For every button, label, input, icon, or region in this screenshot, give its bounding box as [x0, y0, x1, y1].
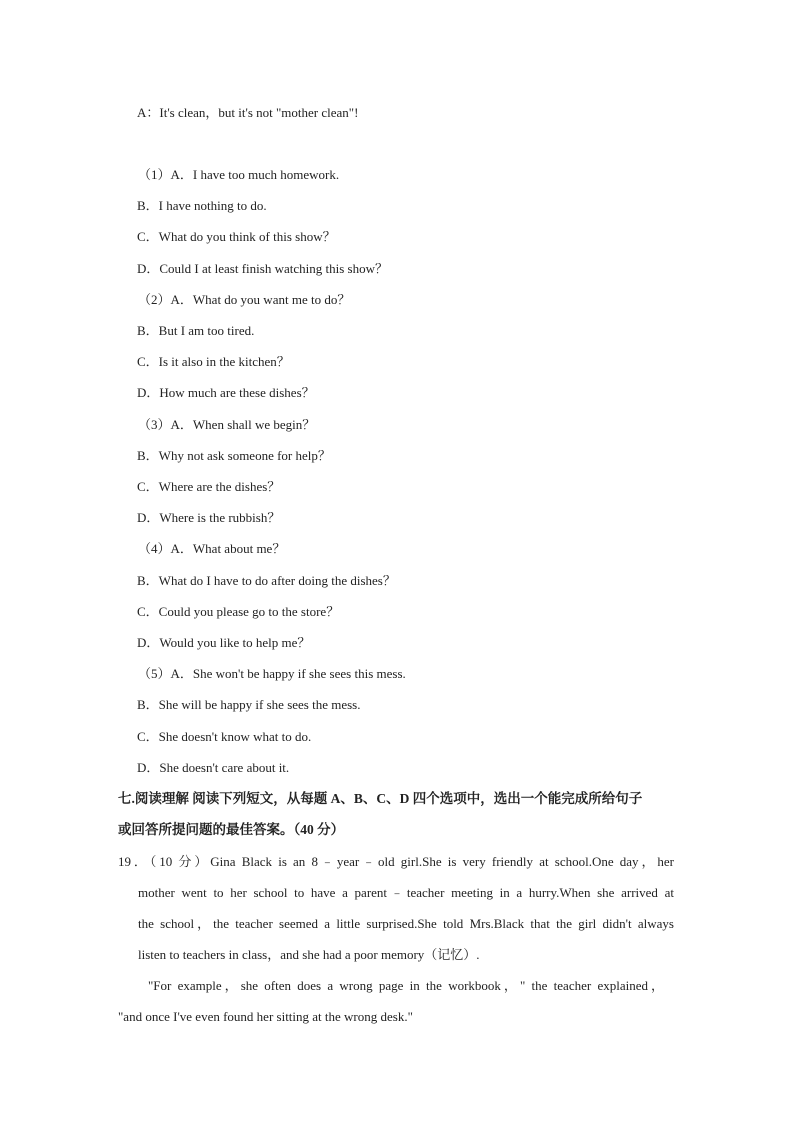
option-text: What about me？ — [192, 541, 286, 556]
option-letter: B． — [137, 573, 159, 588]
option-line — [138, 541, 285, 557]
option-line — [137, 510, 280, 526]
option-text: Where are the dishes？ — [158, 479, 281, 494]
option-text: Where is the rubbish？ — [159, 510, 281, 525]
question-number: （4） — [138, 541, 171, 556]
question-number: （2） — [138, 292, 171, 307]
option-line — [137, 354, 290, 370]
option-line — [138, 167, 339, 183]
option-text: When shall we begin？ — [192, 417, 316, 432]
passage-line-5: "For example，she often does a wrong page in the workbook，" the teacher explained， — [148, 978, 664, 993]
option-letter: A． — [170, 292, 193, 307]
option-line — [137, 323, 254, 339]
option-line — [137, 760, 289, 776]
section-heading-line-1: 七.阅读理解 阅读下列短文，从每题 A、B、C、D 四个选项中，选出一个能完成所给句子 — [118, 791, 643, 806]
passage-line-6: "and once I've even found her sitting at the wrong desk." — [118, 1009, 413, 1024]
option-letter: A． — [170, 541, 193, 556]
dialogue-line: A：It's clean，but it's not "mother clean"! — [137, 105, 359, 120]
option-letter: C． — [137, 229, 159, 244]
section-heading-line-2: 或回答所提问题的最佳答案。（40 分） — [118, 822, 345, 837]
option-letter: A． — [170, 417, 193, 432]
option-text: I have too much homework. — [192, 167, 340, 182]
option-letter: D． — [137, 261, 160, 276]
passage-line-4: listen to teachers in class，and she had a poor memory（记忆）. — [138, 947, 480, 962]
option-text: Could I at least finish watching this show？ — [159, 261, 388, 276]
option-letter: D． — [137, 760, 160, 775]
question-number: （3） — [138, 417, 171, 432]
option-line — [137, 573, 396, 589]
option-line — [137, 635, 310, 651]
option-letter: C． — [137, 354, 159, 369]
question-number: （5） — [138, 666, 171, 681]
option-line — [137, 261, 388, 277]
option-line — [138, 417, 315, 433]
option-line — [138, 666, 406, 682]
option-letter: C． — [137, 479, 159, 494]
option-text: But I am too tired. — [158, 323, 255, 338]
option-letter: B． — [137, 448, 159, 463]
option-letter: A． — [170, 666, 193, 681]
option-line — [137, 385, 315, 401]
option-letter: B． — [137, 697, 159, 712]
option-letter: C． — [137, 604, 159, 619]
option-letter: C． — [137, 729, 159, 744]
option-text: She doesn't care about it. — [159, 760, 290, 775]
option-text: Is it also in the kitchen？ — [158, 354, 290, 369]
question-number: （1） — [138, 167, 171, 182]
option-line — [137, 604, 339, 620]
option-letter: D． — [137, 635, 160, 650]
option-text: What do I have to do after doing the dishes？ — [158, 573, 396, 588]
option-text: Could you please go to the store？ — [158, 604, 340, 619]
option-line — [137, 198, 267, 214]
option-line — [137, 448, 331, 464]
option-text: She will be happy if she sees the mess. — [158, 697, 361, 712]
passage-line-3: the school，the teacher seemed a little surprised.She told Mrs.Black that the girl didn't always — [138, 916, 674, 931]
option-letter: A． — [170, 167, 193, 182]
option-letter: D． — [137, 385, 160, 400]
option-letter: D． — [137, 510, 160, 525]
option-text: She won't be happy if she sees this mess. — [192, 666, 406, 681]
option-text: Why not ask someone for help？ — [158, 448, 331, 463]
option-line — [137, 479, 280, 495]
option-line — [138, 292, 350, 308]
option-text: How much are these dishes？ — [159, 385, 315, 400]
option-text: Would you like to help me？ — [159, 635, 311, 650]
option-text: What do you want me to do？ — [192, 292, 351, 307]
option-letter: B． — [137, 323, 159, 338]
option-line — [137, 697, 361, 713]
passage-line-2: mother went to her school to have a parent﹣teacher meeting in a hurry.When she arrived at — [138, 885, 674, 900]
option-line — [137, 729, 311, 745]
passage-line-1: 19．（10 分）Gina Black is an 8﹣year﹣old girl.She is very friendly at school.One day，her — [118, 854, 674, 869]
option-line — [137, 229, 336, 245]
option-text: What do you think of this show？ — [158, 229, 336, 244]
option-text: She doesn't know what to do. — [158, 729, 312, 744]
option-text: I have nothing to do. — [158, 198, 267, 213]
option-letter: B． — [137, 198, 159, 213]
